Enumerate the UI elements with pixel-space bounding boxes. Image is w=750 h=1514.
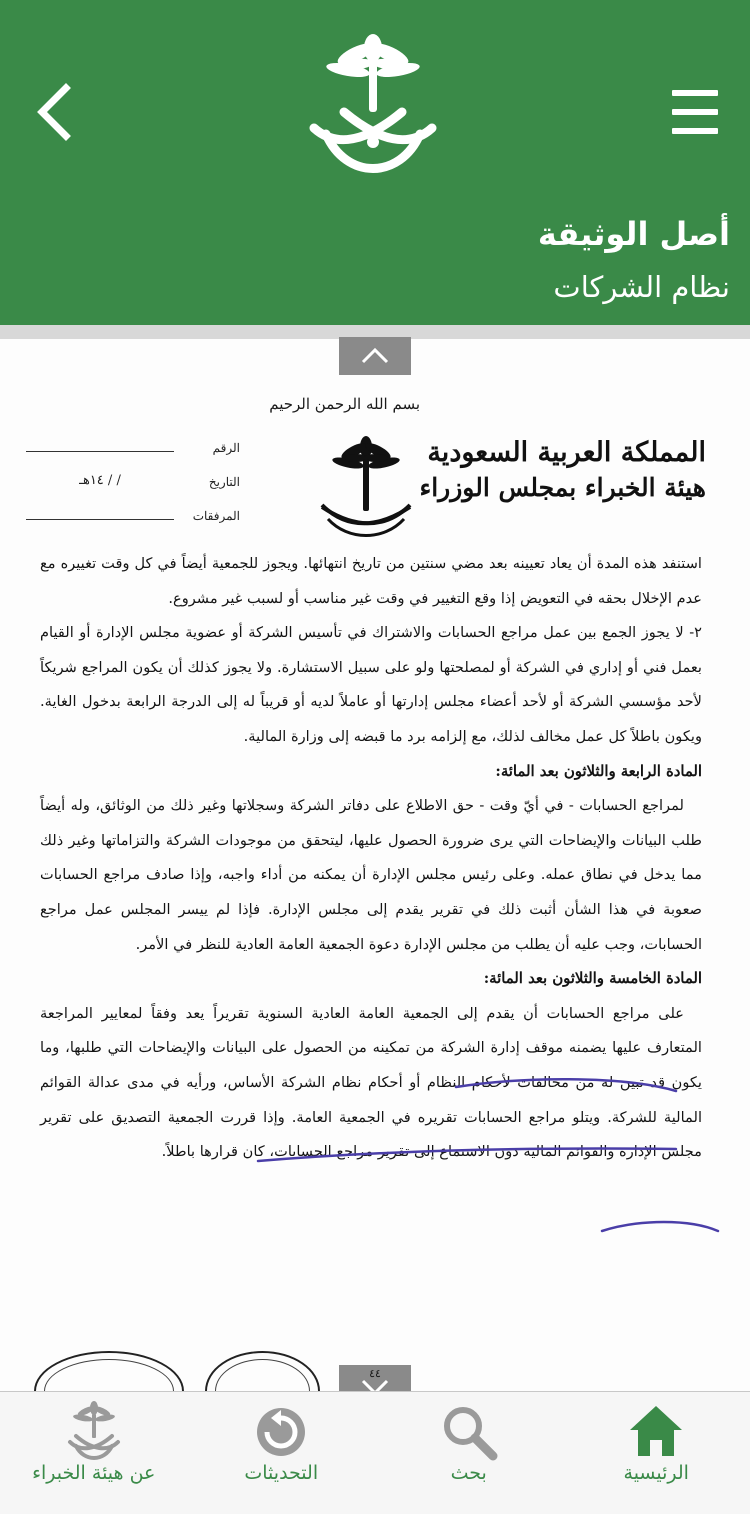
refresh-icon	[249, 1400, 313, 1464]
basmala: بسم الله الرحمن الرحيم	[269, 395, 420, 413]
chevron-up-icon	[339, 337, 411, 375]
hamburger-menu-icon	[672, 90, 718, 134]
meta-attachments-label: المرفقات	[192, 509, 240, 523]
nav-label-updates: التحديثات	[244, 1462, 319, 1484]
article-134-heading: المادة الرابعة والثلاثون بعد المائة:	[495, 762, 702, 780]
app-header	[0, 0, 750, 325]
page-title: أصل الوثيقة	[537, 215, 730, 253]
meta-number-label: الرقم	[212, 441, 240, 455]
nav-label-home: الرئيسية	[623, 1462, 689, 1484]
doc-paragraph: لمراجع الحسابات - في أيّ وقت - حق الاطلاع على دفاتر الشركة وسجلاتها وغير ذلك من الوثائق، وله أيضاً طلب البيانات والإيضاحات التي يرى ضرورة الحصول عليها، ليتحقق من موجودات الشركة والتزاماتها وغير ذلك مما يدخل في نطاق عمله. وعلى رئيس مجلس الإدارة أن يمكنه من أداء واجبه، وإذا صادف مراجع الحسابات صعوبة في هذا الشأن أثبت ذلك في تقرير يقدم إلى مجلس الإدارة. فإذا لم ييسر المجلس عمل مراجع الحسابات، وجب عليه أن يطلب من مجلس الإدارة دعوة الجمعية العامة العادية للنظر في الأمر.	[40, 797, 702, 953]
menu-button[interactable]	[672, 90, 718, 134]
letterhead	[419, 435, 706, 505]
back-button[interactable]	[32, 80, 84, 144]
official-seal	[205, 1351, 320, 1391]
meta-date	[20, 475, 240, 489]
chevron-left-icon	[32, 80, 84, 144]
letterhead-authority: هيئة الخبراء بمجلس الوزراء	[419, 473, 706, 502]
nav-item-home[interactable]	[563, 1392, 750, 1514]
palm-swords-emblem	[318, 435, 414, 547]
nav-item-about[interactable]	[0, 1392, 188, 1514]
bottom-navigation	[0, 1391, 750, 1514]
home-icon	[624, 1400, 688, 1464]
search-icon	[437, 1400, 501, 1464]
document-body	[40, 547, 702, 1170]
palm-emblem-logo	[306, 30, 440, 190]
doc-paragraph: على مراجع الحسابات أن يقدم إلى الجمعية العامة العادية السنوية تقريراً يعد وفقاً لمعايير المراجعة المتعارف عليها يضمنه موقف إدارة الشركة من تمكينه من الحصول على البيانات والإيضاحات التي طلبها، وما يكون قد تبين له من مخالفات لأحكام النظام أو أحكام نظام الشركة الأساس، ورأيه في مدى عدالة القوائم المالية للشركة. ويتلو مراجع الحسابات تقريره في الجمعية العامة. وإذا قررت الجمعية التصديق على تقرير مجلس الإدارة والقوائم المالية دون الاستماع إلى تقرير مراجع الحسابات، كان قرارها باطلاً.	[40, 1004, 702, 1161]
chevron-down-icon	[339, 1365, 411, 1391]
document-page-scan	[0, 339, 750, 1391]
meta-date-label: التاريخ	[208, 475, 240, 489]
nav-item-updates[interactable]	[188, 1392, 376, 1514]
nav-label-about: عن هيئة الخبراء	[32, 1462, 156, 1484]
doc-clause-2: ٢- لا يجوز الجمع بين عمل مراجع الحسابات والاشتراك في تأسيس الشركة أو عضوية مجلس الإدارة أو القيام بعمل فني أو إداري في الشركة أو لمصلحتها ولو على سبيل الاستشارة. ولا يجوز كذلك أن يكون المراجع شريكاً لأحد مؤسسي الشركة أو لأحد أعضاء مجلس إدارتها أو عاملاً لديه أو قريباً له إلى الدرجة الرابعة بدخول الغاية. ويكون باطلاً كل عمل مخالف لذلك، مع إلزامه برد ما قبضه إلى وزارة المالية.	[40, 624, 702, 745]
scroll-down-button[interactable]	[339, 1365, 411, 1391]
nav-item-search[interactable]	[375, 1392, 563, 1514]
meta-number	[20, 441, 240, 455]
nav-label-search: بحث	[450, 1462, 487, 1484]
article-135-heading: المادة الخامسة والثلاثون بعد المائة:	[483, 970, 702, 988]
page-subtitle: نظام الشركات	[553, 270, 730, 304]
palm-logo-icon	[62, 1400, 126, 1464]
official-seal	[34, 1351, 184, 1391]
page-number: ٤٤	[369, 1367, 381, 1380]
scroll-up-button[interactable]	[339, 337, 411, 375]
meta-attachments	[20, 509, 240, 523]
meta-date-value: / / ١٤هـ	[79, 473, 121, 488]
document-viewer[interactable]	[0, 325, 750, 1391]
letterhead-country: المملكة العربية السعودية	[427, 437, 706, 468]
doc-paragraph: استنفد هذه المدة أن يعاد تعيينه بعد مضي سنتين من تاريخ انتهائها. ويجوز للجمعية أيضاً في كل وقت تغييره مع عدم الإخلال بحقه في التعويض إذا وقع التغيير في وقت غير مناسب أو لسبب غير مشروع.	[40, 555, 702, 607]
